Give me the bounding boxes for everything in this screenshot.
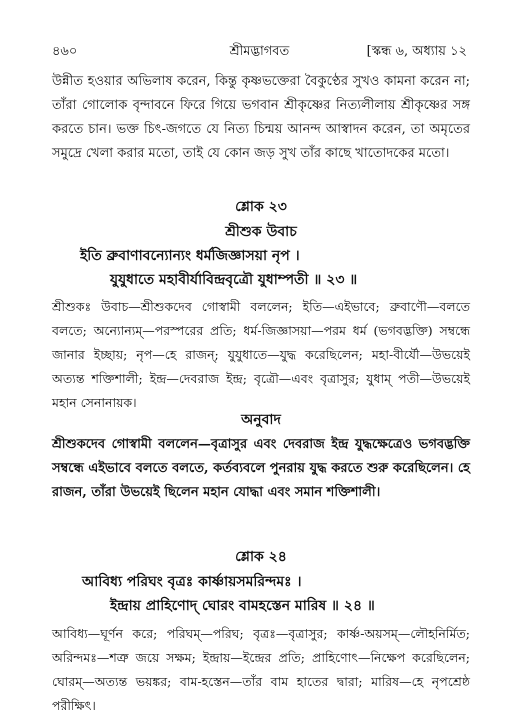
intro-paragraph: উন্নীত হওয়ার অভিলাষ করেন, কিন্তু কৃষ্ণভক্তেরা বৈকুণ্ঠের সুখও কামনা করেন না; তাঁরা গোলোক বৃন্দাবনে ফিরে গিয়ে ভগবান শ্রীকৃষ্ণের নিত্যলীলায় শ্রীকৃষ্ণের সঙ্গ করতে চান। ভক্ত চিৎ-জগতে যে নিত্য চিন্ময় আনন্দ আস্বাদন করেন, তা অমৃতের সমুদ্রে খেলা করার মতো, তাই যে কোন জড় সুখ তাঁর কাছে খাতোদকের মতো। — [52, 74, 470, 161]
sloka-24-synonyms: আবিধ্য—ঘূর্ণন করে; পরিঘম্—পরিঘ; বৃত্রঃ—বৃত্রাসুর; কার্ষ্ণ-অয়সম্—লৌহনির্মিত; অরিন্দমঃ—শত্রু জয়ে সক্ষম; ইন্দ্রায়—ইন্দ্রের প্রতি; প্রাহিণোৎ—নিক্ষেপ করেছিলেন; ঘোরম্—অত্যন্ত ভয়ঙ্কর; বাম-হস্তেন—তাঁর বাম হাতের দ্বারা; মারিষ—হে নৃপশ্রেষ্ঠ পরীক্ষিৎ। — [52, 626, 470, 713]
sloka-23-synonyms: শ্রীশুকঃ উবাচ—শ্রীশুকদেব গোস্বামী বললেন; ইতি—এইভাবে; ব্রুবাণৌ—বলতে বলতে; অন্যোন্যম্—পরস্পরের প্রতি; ধর্ম-জিজ্ঞাসয়া—পরম ধর্ম (ভগবদ্ভক্তি) সম্বন্ধে জানার ইচ্ছায়; নৃপ—হে রাজন্; যুযুধাতে—যুদ্ধ করেছিলেন; মহা-বীর্যৌ—উভয়েই অত্যন্ত শক্তিশালী; ইন্দ্র—দেবরাজ ইন্দ্র; বৃত্রৌ—এবং বৃত্রাসুর; যুধাম্ পতী—উভয়েই মহান সেনানায়ক। — [52, 299, 470, 410]
sloka-24-heading: শ্লোক ২৪ — [235, 549, 287, 565]
sloka-23-speaker: শ্রীশুক উবাচ — [225, 224, 297, 240]
chapter-reference: [স্কন্ধ ৬, অধ্যায় ১২ — [366, 44, 467, 59]
page-header — [52, 42, 467, 62]
book-title: শ্রীমদ্ভাগবত — [229, 44, 290, 59]
sloka-24-verse-line-2: ইন্দ্রায় প্রাহিণোদ্ ঘোরং বামহস্তেন মারিষ ॥ ২৪ ॥ — [110, 598, 375, 614]
sloka-23-translation: শ্রীশুকদেব গোস্বামী বললেন—বৃত্রাসুর এবং দেবরাজ ইন্দ্র যুদ্ধক্ষেত্রেও ভগবদ্ভক্তি সম্বন্ধে এইভাবে বলতে বলতে, কর্তব্যবলে পুনরায় যুদ্ধ করতে শুরু করেছিলেন। হে রাজন, তাঁরা উভয়েই ছিলেন মহান যোদ্ধা এবং সমান শক্তিশালী। — [52, 437, 470, 500]
page-number: ৪৬০ — [52, 44, 78, 59]
translation-heading: অনুবাদ — [241, 412, 281, 428]
sloka-23-verse-line-2: যুযুধাতে মহাবীর্যাবিন্দ্রবৃত্রৌ যুধাম্পতী ॥ ২৩ ॥ — [110, 272, 358, 288]
sloka-23-heading: শ্লোক ২৩ — [235, 199, 287, 215]
sloka-24-verse-line-1: আবিধ্য পরিঘং বৃত্রঃ কার্ষ্ণায়সমরিন্দমঃ । — [82, 574, 302, 590]
sloka-23-verse-line-1: ইতি ব্রুবাণাবন্যোন্যং ধর্মজিজ্ঞাসয়া নৃপ । — [80, 248, 300, 264]
